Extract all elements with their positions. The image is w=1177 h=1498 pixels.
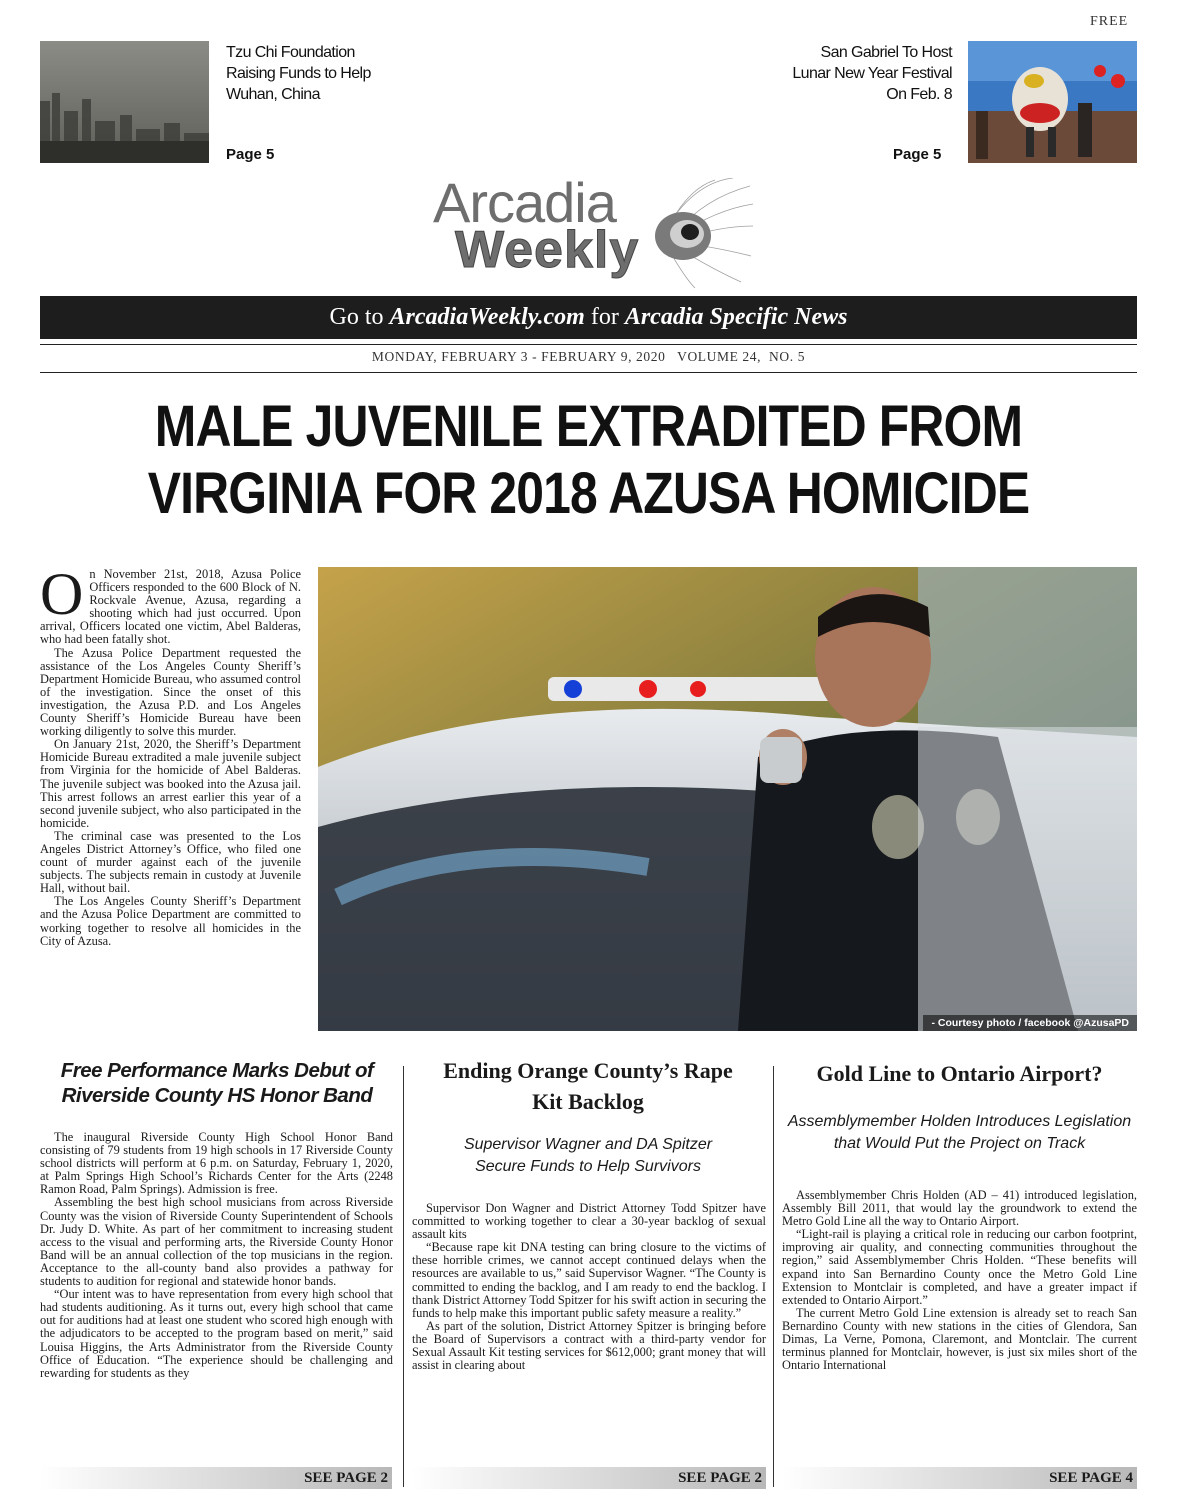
story-1-body	[40, 1131, 393, 1380]
story-3-title[interactable]: Gold Line to Ontario Airport?	[816, 1061, 1103, 1086]
dateline-rule-top	[40, 344, 1137, 345]
lead-story-text	[40, 561, 301, 948]
lead-p2: The Azusa Police Department requested the assistance of the Los Angeles County Sheriff’s Department Homicide Bureau, who assumed control of the investigation. Since the onset of this investigation, the Azusa P.D. and Los Angeles County Sheriff’s Homicide Bureau have been working diligently to solve this murder.	[40, 645, 301, 739]
story-2-p1: Supervisor Don Wagner and District Attorney Todd Spitzer have committed to working together to clear a 30-year backlog of sexual assault kits	[412, 1201, 766, 1242]
story-2-body	[412, 1202, 766, 1372]
lead-p1: n November 21st, 2018, Azusa Police Officers responded to the 600 Block of N. Rockvale Avenue, Azusa, regarding a shooting which had just occurred. Upon arrival, Officers located one victim, Abel Balderas, who had been fatally shot.	[40, 567, 301, 647]
story-2-title[interactable]: Ending Orange County’s Rape Kit Backlog	[443, 1058, 733, 1114]
story-3-p2: “Light-rail is playing a critical role in reducing our carbon footprint, improving air quality, and connecting communities throughout the region,” said Assemblymember Chris Holden. “These benefits will expand into San Bernardino County once the Metro Gold Line Extension to Montclair is completed, and have a greater impact if extended to Ontario Airport.”	[782, 1227, 1137, 1307]
banner-site: ArcadiaWeekly.com	[389, 304, 585, 330]
story-3-p3: The current Metro Gold Line extension is already set to reach San Bernardino County with new stations in the cities of Glendora, San Dimas, La Verne, Pomona, Claremont, and Montclair. The current terminus planned for Montclair, however, is just six miles short of the Ontario International	[782, 1305, 1137, 1373]
lead-p5: The Los Angeles County Sheriff’s Department and the Azusa Police Department are committed to working together to resolve all homicides in the City of Azusa.	[40, 894, 301, 948]
masthead-arcadia: Arcadia	[433, 171, 616, 234]
masthead-weekly: Weekly	[455, 221, 640, 279]
lead-photo[interactable]	[318, 567, 1137, 1031]
drop-cap: O	[40, 561, 84, 627]
story-3-body	[782, 1189, 1137, 1372]
story-1-p3: “Our intent was to have representation from every high school that had students auditioning. As it turns out, every high school that came out for auditions had at least one student who scored high enough with the adjudicators to be accepted to the program based on merit,” said Louisa Higgins, the Arts Administrator from the Riverside County Office of Education. “The experience should be challenging and rewarding for students as they	[40, 1287, 393, 1380]
story-3-see-page[interactable]: SEE PAGE 4	[782, 1467, 1137, 1489]
main-headline[interactable]	[108, 393, 1069, 527]
story-3-p1: Assemblymember Chris Holden (AD – 41) introduced legislation, Assembly Bill 2011, that would lay the groundwork to extend the Metro Gold Line all the way to Ontario Airport.	[782, 1188, 1137, 1229]
teaser-left-title[interactable]: Tzu Chi Foundation Raising Funds to Help Wuhan, China	[226, 44, 371, 103]
story-1-p2: Assembling the best high school musicians from across Riverside County was the vision of Riverside County Superintendent of Schools Dr. Judy D. White. As part of her commitment to increasing student access to the visual and performing arts, the Riverside County Honor Band will be an annual collection of the top musicians in the region. Acceptance to the all-county band also provides a pathway for students to audition for regional and statewide honor bands.	[40, 1195, 393, 1289]
teaser-right-title[interactable]: San Gabriel To Host Lunar New Year Festival On Feb. 8	[792, 44, 952, 103]
teaser-right-page[interactable]: Page 5	[893, 146, 942, 163]
column-rule-1	[403, 1066, 404, 1487]
website-banner[interactable]	[40, 296, 1137, 339]
lead-p3: On January 21st, 2020, the Sheriff’s Department Homicide Bureau extradited a male juvenile subject from Virginia for the homicide of Abel Balderas. The juvenile subject was booked into the Azusa jail. This arrest follows an arrest earlier this year of a second juvenile subject, who also participated in the homicide.	[40, 737, 301, 830]
photo-credit: - Courtesy photo / facebook @AzusaPD	[923, 1015, 1137, 1031]
headline-line-1: MALE JUVENILE EXTRADITED FROM	[154, 394, 1023, 459]
story-1-title[interactable]: Free Performance Marks Debut of Riverside County HS Honor Band	[60, 1059, 374, 1107]
dateline-rule-bottom	[40, 372, 1137, 373]
story-2-p3: As part of the solution, District Attorney Spitzer is bringing before the Board of Supervisors a contract with a third-party vendor for Sexual Assault Kit testing services for $612,000; grant money that will assist in clearing about	[412, 1318, 766, 1373]
teaser-left-page[interactable]: Page 5	[226, 146, 275, 163]
story-1-p1: The inaugural Riverside County High School Honor Band consisting of 79 students from 19 high schools in 17 Riverside County school districts will perform at 6 p.m. on Saturday, February 1, 2020, at Palm Springs High School’s Richards Center for the Arts (2248 Ramon Road, Palm Springs). Admission is free.	[40, 1130, 393, 1197]
dateline: MONDAY, FEBRUARY 3 - FEBRUARY 9, 2020 VOLUME 24, NO. 5	[371, 349, 806, 364]
headline-line-2: VIRGINIA FOR 2018 AZUSA HOMICIDE	[147, 461, 1030, 526]
story-1-see-page[interactable]: SEE PAGE 2	[40, 1467, 392, 1489]
story-2-subtitle: Supervisor Wagner and DA Spitzer Secure Funds to Help Survivors	[463, 1136, 713, 1175]
masthead-logo[interactable]	[425, 171, 755, 290]
story-2-p2: “Because rape kit DNA testing can bring closure to the victims of these horrible crimes, we cannot accept continued delays when the resources are available to us,” said Supervisor Wagner. “The County is committed to ending the backlog, and I am ready to end the backlog. I thank District Attorney Todd Spitzer for his swift action in securing the funds to help make this important public safety measure a reality.”	[412, 1240, 766, 1320]
free-label: FREE	[1090, 14, 1129, 29]
banner-prefix: Go to	[329, 304, 390, 330]
teaser-left-photo[interactable]	[40, 41, 209, 163]
lead-p4: The criminal case was presented to the Los Angeles District Attorney’s Office, who filed one count of murder against each of the juvenile subjects. The subjects remain in custody at Juvenile Hall, without bail.	[40, 828, 301, 896]
column-rule-2	[773, 1066, 774, 1487]
story-3-subtitle: Assemblymember Holden Introduces Legislation that Would Put the Project on Track	[787, 1113, 1132, 1152]
banner-suffix: Arcadia Specific News	[624, 304, 848, 330]
story-2-see-page[interactable]: SEE PAGE 2	[412, 1467, 766, 1489]
teaser-right-photo[interactable]	[968, 41, 1137, 163]
banner-middle: for	[584, 304, 625, 330]
